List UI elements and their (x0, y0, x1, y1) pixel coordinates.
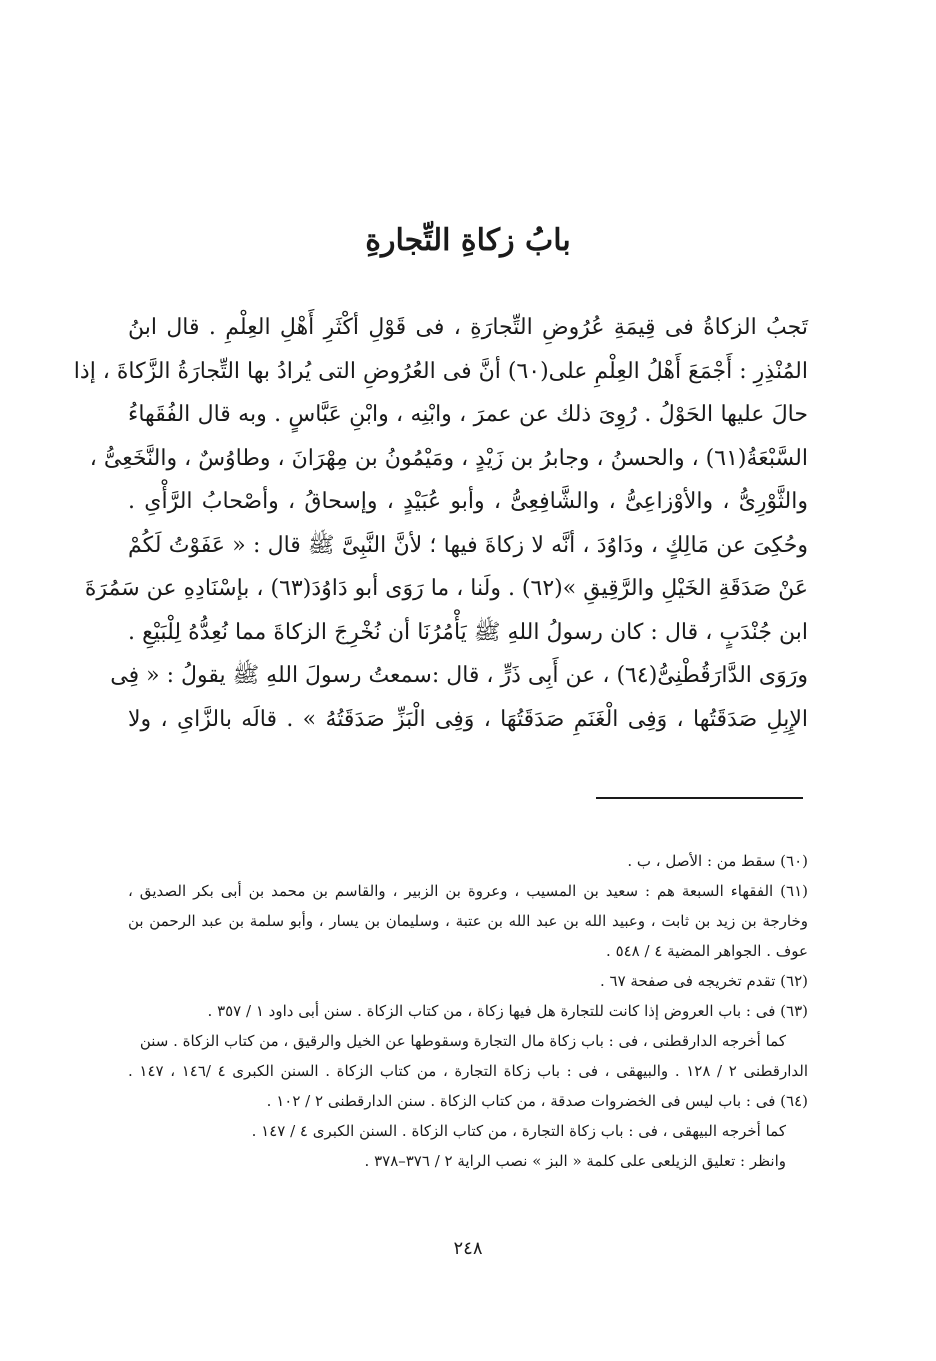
text-line: عَنْ صَدَقَةِ الخَيْلِ والرَّقِيقِ »(٦٢) . ولَنا ، ما رَوَى أبو دَاوُدَ(٦٣) ، بإسْنَادِهِ عن سَمُرَةَ (84, 576, 808, 601)
footnote-line: وخارجة بن زيد بن ثابت ، وعبيد الله بن عبد الله بن عتبة ، وسليمان بن يسار ، وأبو سلمة بن عبد الرحمن بن (128, 912, 808, 930)
footnote-line: (٦٤) فى : باب ليس فى الخضروات صدقة ، من كتاب الزكاة . سنن الدارقطنى ٢ / ١٠٢ . (266, 1092, 808, 1110)
footnote-line: الدارقطنى ٢ / ١٢٨ . والبيهقى ، فى : باب زكاة التجارة ، من كتاب الزكاة . السنن الكبرى ٤ /١٤٦ ، ١٤٧ . (128, 1062, 808, 1080)
footnote-divider (596, 797, 803, 799)
text-line: وحُكِىَ عن مَالِكٍ ، ودَاوُدَ ، أنَّه لا زكاةَ فيها ؛ لأنَّ النَّبِىَّ ﷺ قال : « عَفَوْتُ لَكُمْ (128, 532, 808, 558)
footnote-line: عوف . الجواهر المضية ٤ / ٥٤٨ . (606, 942, 808, 960)
footnote-line: (٦٢) تقدم تخريجه فى صفحة ٦٧ . (599, 972, 808, 990)
footnote-line: (٦١) الفقهاء السبعة هم : سعيد بن المسيب ، وعروة بن الزبير ، والقاسم بن محمد بن أبى بكر الصديق ، (128, 882, 808, 900)
text-line: ورَوَى الدَّارَقُطْنِىُّ(٦٤) ، عن أَبِى ذَرٍّ ، قال :سمعتُ رسولَ اللهِ ﷺ يقولُ : « فِى (110, 663, 808, 688)
footnote-line: (٦٠) سقط من : الأصل ، ب . (627, 852, 808, 870)
text-line: ابن جُنْدَبٍ ، قال : كان رسولُ اللهِ ﷺ يَأْمُرُنَا أن نُخْرِجَ الزكاةَ مما نُعِدُّهُ لِلْبَيْعِ . (128, 619, 808, 645)
footnote-line: كما أخرجه البيهقى ، فى : باب زكاة التجارة ، من كتاب الزكاة . السنن الكبرى ٤ / ١٤٧ . (251, 1122, 786, 1140)
footnote-line: (٦٣) فى : باب العروض إذا كانت للتجارة هل فيها زكاة ، من كتاب الزكاة . سنن أبى داود ١ / ٣٥٧ . (207, 1002, 808, 1020)
footnote-line: كما أخرجه الدارقطنى ، فى : باب زكاة مال التجارة وسقوطها عن الخيل والرقيق ، من كتاب الزكاة . سنن (139, 1032, 786, 1050)
page-number: ٢٤٨ (453, 1238, 483, 1259)
footnote-line: وانظر : تعليق الزيلعى على كلمة « البز » نصب الراية ٢ / ٣٧٦–٣٧٨ . (364, 1152, 786, 1170)
text-line: الإِبِلِ صَدَقَتُها ، وَفِى الْغَنَمِ صَدَقَتُهَا ، وَفِى الْبَزِّ صَدَقَتُهُ » . قالَه بالزَّاىِ ، ولا (128, 706, 809, 732)
chapter-title: بابُ زكاةِ التِّجارةِ (365, 223, 571, 258)
footnotes (128, 846, 808, 1176)
text-line: تَجبُ الزكاةُ فى قِيمَةِ عُرُوضِ التِّجارَةِ ، فى قَوْلِ أكْثَرِ أَهْلِ العِلْمِ . قال ابنُ (128, 315, 808, 340)
text-line: حالَ عليها الحَوْلُ . رُوِىَ ذلك عن عمرَ ، وابْنِه ، وابْنِ عَبَّاسٍ . وبه قال الفُقَهاءُ (128, 402, 808, 427)
text-line: السَّبْعَةُ(٦١) ، والحسنُ ، وجابرُ بن زَيْدٍ ، ومَيْمُونُ بن مِهْرَانَ ، وطاوُسٌ ، والنَّخَعِىُّ ، (89, 445, 808, 471)
text-line: المُنْذِرِ : أَجْمَعَ أَهْلُ العِلْمِ على(٦٠) أنَّ فى العُرُوضِ التى يُرادُ بها التِّجارَةُ الزَّكاةَ ، إذا (73, 358, 808, 384)
main-text (73, 306, 809, 741)
text-line: والثَّوْرِىُّ ، والأوْزاعِىُّ ، والشَّافِعِىُّ ، وأبو عُبَيْدٍ ، وإسحاقُ ، وأصْحابُ الرَّأْىِ . (128, 489, 808, 514)
